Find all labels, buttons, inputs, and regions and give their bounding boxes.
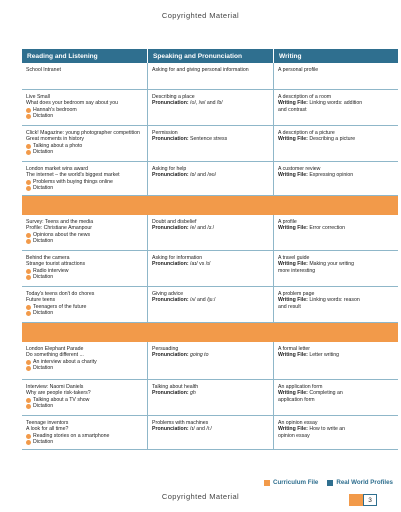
legend-realworld [327,479,393,486]
line-text: /aɪ/ vs /ɪ/ [188,261,211,268]
cell-line [152,100,270,106]
cell-line [278,268,395,274]
line-label: Pronunciation: [152,297,189,304]
line-text: The internet – the world's biggest market [26,172,120,179]
audio-badge-icon [26,434,31,439]
table-cell [147,90,273,125]
line-text: Talking about health [152,384,199,390]
table-cell [22,63,147,89]
audio-badge-icon [26,144,31,149]
cell-line [278,136,395,142]
line-text: A description of a picture [278,130,335,136]
cell-line [26,439,144,445]
line-text: opinion essay [278,432,310,439]
table-cell [273,90,398,125]
page-number-value: 3 [363,494,377,506]
cell-line [152,352,270,358]
line-text: Interview: Naomi Daniels [26,384,84,390]
cell-line [152,426,270,432]
line-label: Writing File: [278,352,308,359]
table-row [22,287,398,323]
line-text: Dictation [33,185,54,192]
audio-badge-icon [26,311,31,316]
table-cell [273,162,398,195]
line-text: and contrast [278,106,307,113]
line-text: How to write an [307,426,346,433]
table-row [22,162,398,196]
line-text: Dictation [33,310,54,317]
line-text: What does your bedroom say about you [26,100,118,107]
table-cell [273,342,398,379]
table-cell [22,215,147,250]
line-text: and result [278,303,301,310]
table-row [22,380,398,416]
line-label: Pronunciation: [152,261,189,268]
audio-badge-icon [26,398,31,403]
audio-badge-icon [26,233,31,238]
cell-line [152,297,270,303]
cell-line [278,67,395,73]
line-text: Strange tourist attractions [26,261,86,268]
cell-line [152,261,270,267]
line-text: A profile [278,219,297,225]
table-cell [147,342,273,379]
line-text: London Elephant Parade [26,346,84,352]
page-tab [349,494,363,506]
line-text: Dictation [33,238,54,245]
table-row [22,416,398,450]
table-cell [22,126,147,161]
line-text: Behind the camera [26,255,70,261]
cell-line [278,433,395,439]
line-text: Asking for information [152,255,203,261]
line-label: Writing File: [278,426,308,433]
table-cell [147,162,273,195]
table-row [22,251,398,287]
line-text: Asking for and giving personal information [152,67,249,73]
table-cell [147,251,273,286]
header-writing: Writing [273,49,398,63]
line-label: Writing File: [278,225,308,232]
cell-line [26,310,144,316]
table-cell [273,380,398,415]
line-label: Writing File: [278,172,308,179]
cell-line [26,238,144,244]
line-text: Describing a place [152,94,195,100]
cell-line [278,107,395,113]
cell-line [278,172,395,178]
cell-line [278,304,395,310]
line-text: application form [278,396,315,403]
table-row [22,342,398,380]
copyright-top: Copyrighted Material [161,11,240,20]
table-cell [273,126,398,161]
table-cell [273,215,398,250]
line-text: London market wins award [26,166,88,172]
table-cell [147,380,273,415]
line-text: Error correction [307,225,346,232]
syllabus-table [22,49,398,450]
line-text: A description of a room [278,94,332,100]
line-text: Linking words: addition [307,100,363,107]
table-cell [22,251,147,286]
audio-badge-icon [26,108,31,113]
cell-line [26,274,144,280]
line-text: /ɪ/ and /iː/ [188,426,212,433]
line-text: Dictation [33,113,54,120]
line-label: Writing File: [278,297,308,304]
table-cell [22,342,147,379]
line-label: Pronunciation: [152,352,189,359]
line-text: Sentence stress [188,136,228,143]
line-text: Future teens [26,297,56,304]
audio-badge-icon [26,114,31,119]
table-row [22,126,398,162]
table-cell [22,380,147,415]
line-label: Pronunciation: [152,100,189,107]
table-cell [22,162,147,195]
cell-line [152,136,270,142]
audio-badge-icon [26,440,31,445]
line-text: Making your writing [307,261,355,268]
audio-badge-icon [26,305,31,310]
audio-badge-icon [26,360,31,365]
cell-line [26,149,144,155]
line-text: Do something different ... [26,352,84,359]
cell-line [152,172,270,178]
cell-line [152,225,270,231]
line-text: Radio interview [33,267,69,274]
line-text: Dictation [33,365,54,372]
line-text: Linking words: reason [307,297,360,304]
line-text: Letter writing [307,352,340,359]
line-text: Teenage inventors [26,420,69,426]
audio-badge-icon [26,366,31,371]
table-header [22,49,398,63]
line-label: Pronunciation: [152,172,189,179]
table-cell [147,63,273,89]
line-text: An application form [278,384,323,390]
cell-line [152,390,270,396]
table-cell [22,416,147,449]
unit-divider-band [22,196,398,215]
line-text: A customer review [278,166,321,172]
line-text: Completing an [307,390,343,397]
line-text: Permission [152,130,178,136]
line-text: Expressing opinion [307,172,354,179]
line-text: Live Small [26,94,50,100]
audio-badge-icon [26,275,31,280]
line-text: Persuading [152,346,179,352]
header-speaking-pronunciation: Speaking and Pronunciation [147,49,273,63]
line-text: An opinion essay [278,420,318,426]
line-text: A personal profile [278,67,319,73]
line-label: Writing File: [278,261,308,268]
line-label: Pronunciation: [152,390,189,397]
line-text: Dictation [33,149,54,156]
line-text: A look for all time? [26,426,69,433]
audio-badge-icon [26,180,31,185]
line-text: A problem page [278,291,315,297]
cell-line [26,365,144,371]
line-label: Writing File: [278,390,308,397]
audio-badge-icon [26,269,31,274]
table-row [22,63,398,90]
table-cell [273,63,398,89]
line-text: Talking about a TV show [33,396,90,403]
table-cell [147,215,273,250]
legend-curriculum-label: Curriculum File [272,479,319,486]
line-text: /ɒ/ and /əʊ/ [188,172,217,179]
line-text: Survey: Teens and the media [26,219,94,225]
cell-line [278,397,395,403]
table-cell [273,251,398,286]
table-cell [22,90,147,125]
line-text: /ʌ/ and /juː/ [188,297,216,304]
line-text: Doubt and disbelief [152,219,197,225]
line-label: Writing File: [278,100,308,107]
cell-line [26,185,144,191]
copyright-bottom: Copyrighted Material [161,492,240,501]
line-text: Opinions about the news [33,231,91,238]
table-row [22,90,398,126]
cell-line [26,403,144,409]
line-text: Problems with buying things online [33,178,113,185]
line-text: Great moments in history [26,136,84,143]
line-text: Dictation [33,403,54,410]
line-text: Profile: Christiane Amanpour [26,225,93,232]
line-text: School Intranet [26,67,61,73]
teal-square-icon [327,480,333,486]
table-cell [273,416,398,449]
line-label: Pronunciation: [152,225,189,232]
table-cell [147,287,273,322]
line-text: /ʊ/, /w/ and /b/ [188,100,223,107]
line-text: /e/ and /ɜː/ [188,225,215,232]
cell-line [26,67,144,73]
page-number [349,494,377,506]
audio-badge-icon [26,150,31,155]
table-body [22,63,398,450]
line-text: more interesting [278,267,316,274]
audio-badge-icon [26,186,31,191]
header-reading-listening: Reading and Listening [27,52,98,60]
line-text: Asking for help [152,166,187,172]
line-text: Why are people risk-takers? [26,390,91,397]
audio-badge-icon [26,404,31,409]
legend-realworld-label: Real World Profiles [336,479,393,486]
line-text: Describing a picture [307,136,356,143]
line-text: gh [188,390,196,397]
line-label: Writing File: [278,136,308,143]
line-label: Pronunciation: [152,426,189,433]
line-label: Pronunciation: [152,136,189,143]
line-text: Click! Magazine: young photographer competition [26,130,140,136]
audio-badge-icon [26,239,31,244]
cell-line [278,352,395,358]
line-text: A formal letter [278,346,311,352]
legend [255,479,393,486]
cell-line [26,113,144,119]
line-text: Dictation [33,274,54,281]
line-text: Dictation [33,439,54,446]
unit-divider-band [22,323,398,342]
table-cell [273,287,398,322]
line-text: Giving advice [152,291,184,297]
line-text: Hannah's bedroom [33,106,77,113]
line-text: Today's teens don't do chores [26,291,95,297]
table-cell [147,126,273,161]
cell-line [278,225,395,231]
line-text: Talking about a photo [33,142,83,149]
cell-line [152,67,270,73]
orange-square-icon [264,480,270,486]
legend-curriculum [264,479,318,486]
line-text: A travel guide [278,255,310,261]
table-cell [147,416,273,449]
line-text: Reading stories on a smartphone [33,432,110,439]
line-text: Teenagers of the future [33,303,87,310]
table-row [22,215,398,251]
line-text: Problems with machines [152,420,209,426]
line-text: going to [188,352,209,359]
line-text: An interview about a charity [33,358,97,365]
table-cell [22,287,147,322]
